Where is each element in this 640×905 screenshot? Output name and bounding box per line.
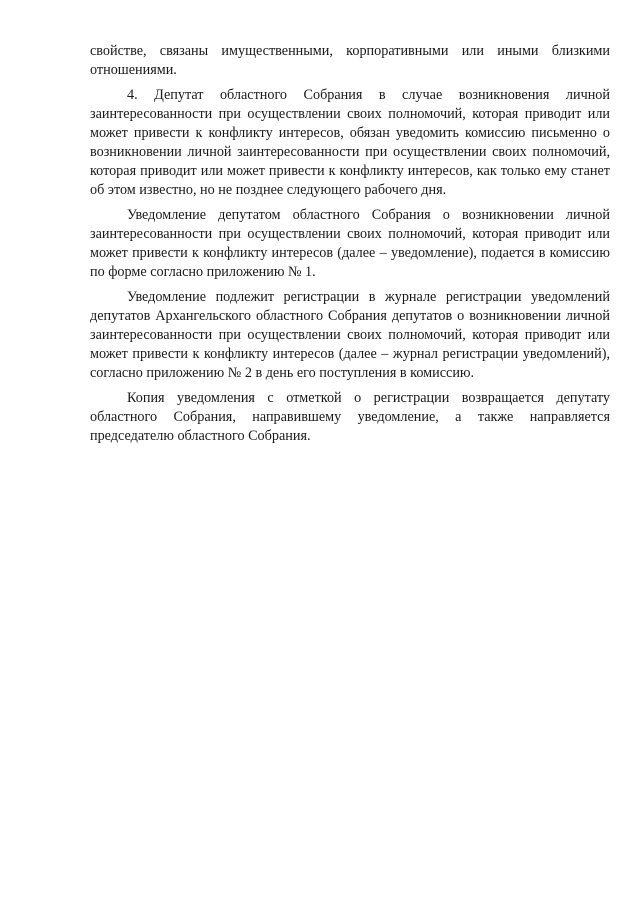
paragraph-copy-return: Копия уведомления с отметкой о регистрации возвращается депутату областного Собрания, направившему уведомление, а также направляется председателю областного Собрания. xyxy=(90,390,610,444)
paragraph-continuation: свойстве, связаны имущественными, корпоративными или иными близкими отношениями. xyxy=(90,43,610,78)
document-body xyxy=(90,42,610,452)
paragraph-registration: Уведомление подлежит регистрации в журнале регистрации уведомлений депутатов Архангельского областного Собрания депутатов о возникновении личной заинтересованности при осуществлении своих полномочий, которая приводит или может привести к конфликту интересов (далее – журнал регистрации уведомлений), согласно приложению № 2 в день его поступления в комиссию. xyxy=(90,289,610,381)
paragraph-notification-form: Уведомление депутатом областного Собрания о возникновении личной заинтересованности при осуществлении своих полномочий, которая приводит или может привести к конфликту интересов (далее – уведомление), подается в комиссию по форме согласно приложению № 1. xyxy=(90,207,610,280)
paragraph-item-4: 4. Депутат областного Собрания в случае возникновения личной заинтересованности при осуществлении своих полномочий, которая приводит или может привести к конфликту интересов, обязан уведомить комиссию письменно о возникновении личной заинтересованности при осуществлении своих полномочий, которая приводит или может привести к конфликту интересов, как только ему станет об этом известно, но не позднее следующего рабочего дня. xyxy=(90,87,610,198)
